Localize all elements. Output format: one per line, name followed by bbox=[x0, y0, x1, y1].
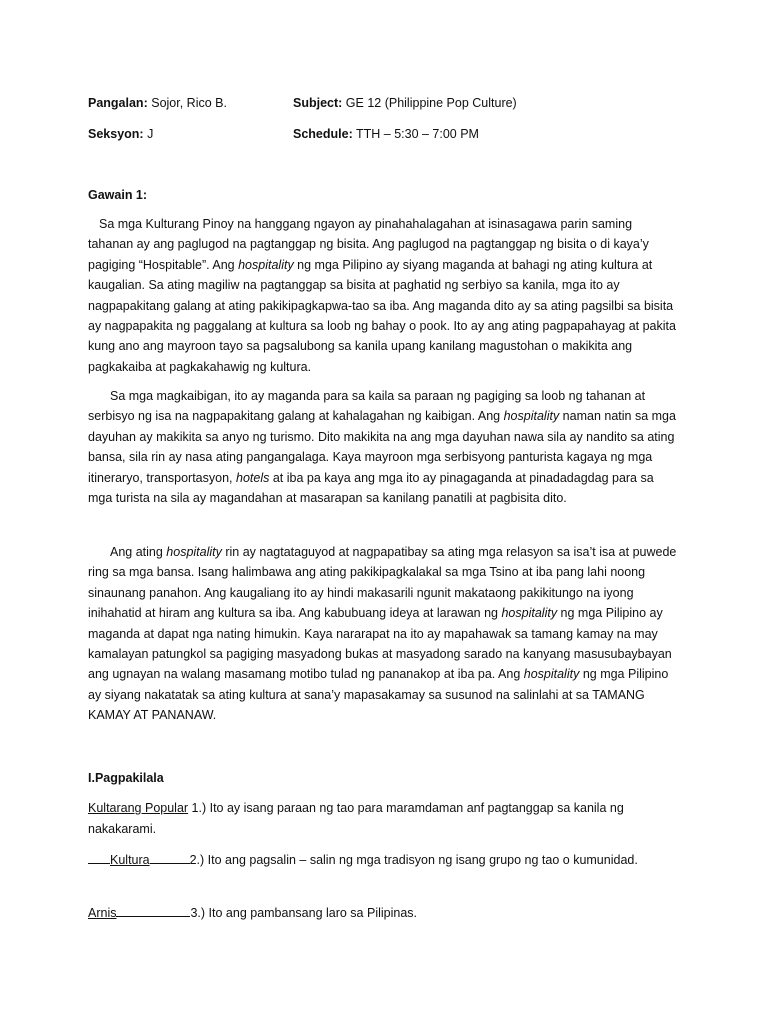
answer-1: Kultarang Popular bbox=[88, 801, 189, 815]
essay-paragraph-2 bbox=[88, 386, 680, 508]
answer-blank-leading bbox=[88, 850, 110, 864]
question-1-text: 1.) Ito ay isang paraan ng tao para maramdaman anf pagtanggap sa kanila ng nakakarami. bbox=[88, 801, 624, 836]
activity-title: Gawain 1: bbox=[88, 188, 148, 202]
section-label: Seksyon: bbox=[88, 127, 144, 141]
answer-blank-trailing bbox=[150, 850, 190, 864]
p2-text-e: at iba pa kaya ang mga ito ay pinagaganda at pinadadagdag para sa mga turista na sila ay magandahan at masarapan sa kanilang panatili at pagbisita dito. bbox=[88, 470, 654, 506]
p2-italic-term: hospitality bbox=[503, 409, 560, 424]
section-field bbox=[88, 126, 153, 142]
answer-blank-trailing bbox=[116, 903, 190, 917]
name-field bbox=[88, 95, 227, 111]
p1-text-c: ng mga Pilipino ay siyang maganda at bahagi ng ating kultura at kaugalian. Sa ating magiliw na pagtanggap sa bisita at paghatid ng serbiyo sa kanila, mga ito ay nagpapakitang galang at ating pakikipagkapwa-tao sa iba. Ang maganda dito ay sa ating pagsilbi sa bisita ay nagpapakita ng paggalang at kultura sa loob ng bahay o pook. Ito ay ang ating pagpapahayag at pakita kung ano ang mayroon tayo sa pagsalubong sa kanila upang kanilang magustohan o makikita ang pagkakaiba at pagkakahawig ng kultura. bbox=[88, 257, 676, 374]
p3-italic-term-1: hospitality bbox=[166, 545, 222, 559]
p3-italic-term-3: hospitality bbox=[523, 667, 580, 682]
p1-italic-term: hospitality bbox=[238, 257, 294, 272]
question-2-text: 2.) Ito ang pagsalin – salin ng mga tradisyon ng isang grupo ng tao o kumunidad. bbox=[189, 853, 638, 867]
schedule-label: Schedule: bbox=[293, 127, 353, 141]
p1-text-a: Sa mga Kulturang Pinoy na hanggang ngayon ay pinahahalagahan at isinasagawa parin saming tahanan ay ang paglugod na pagtanggap ng bisita. Ang paglugod na pagtanggap ng bisita o di kaya’y pagiging “Hospitable”. Ang bbox=[88, 217, 649, 272]
p3-italic-term-2: hospitality bbox=[501, 606, 558, 621]
answer-2: Kultura bbox=[110, 853, 150, 867]
subject-label: Subject: bbox=[293, 96, 343, 110]
question-3-text: 3.) Ito ang pambansang laro sa Pilipinas. bbox=[190, 906, 418, 920]
p2-text-a: Sa mga magkaibigan, ito ay maganda para sa kaila sa paraan ng pagiging sa loob ng tahanan at serbisyo ng isa na nagpapakitang galang at kahalagahan ng kaibigan. Ang bbox=[88, 389, 646, 424]
essay-paragraph-3 bbox=[88, 542, 680, 726]
answer-3: Arnis bbox=[88, 906, 117, 920]
section-title: I.Pagpakilala bbox=[88, 771, 164, 785]
p2-text-c: naman natin sa mga dayuhan ay makikita sa anyo ng turismo. Dito makikita na ang mga dayuhan nawa sila ay nandito sa ating bansa, sila rin ay nasa ating pangangalaga. Kaya mayroon mga serbisyong panturista kagaya ng mga itineraryo, transportasyon, bbox=[88, 409, 676, 485]
question-3 bbox=[88, 903, 678, 924]
subject-value: GE 12 (Philippine Pop Culture) bbox=[345, 96, 517, 110]
p3-text-g: ng mga Pilipino ay siyang nakatatak sa ating kultura at sana’y mapasakamay sa susunod na salinlahi at sa TAMANG KAMAY AT PANANAW. bbox=[88, 667, 669, 723]
subject-field bbox=[293, 95, 517, 111]
essay-paragraph-1 bbox=[88, 214, 680, 377]
p3-text-c: rin ay nagtataguyod at nagpapatibay sa ating mga relasyon sa isa’t isa at puwede ring sa mga bansa. Isang halimbawa ang ating pakikipagkalakal sa mga Tsino at iba pang lahi noong sinaunang panahon. Ang kaugaliang ito ay hindi makasarili ngunit makataong pakikitungo na iyong inihahatid at hiram ang kultura sa iba. Ang kabubuang ideya at larawan ng bbox=[88, 545, 677, 621]
p3-text-a: Ang ating bbox=[110, 545, 167, 559]
question-2 bbox=[88, 850, 678, 871]
p3-text-e: ng mga Pilipino ay maganda at dapat nga nating himukin. Kaya nararapat na ito ay mapahawak sa tamang kamay na may kamalayan patungkol sa pagiging masyadong bukas at masyadong sarado na kanyang masusubaybayan ang ugnayan na walang masamang motibo tulad ng pananakop at iba pa. Ang bbox=[88, 606, 672, 682]
schedule-value: TTH – 5:30 – 7:00 PM bbox=[356, 127, 479, 141]
section-value: J bbox=[147, 127, 154, 141]
question-1 bbox=[88, 798, 678, 839]
schedule-field bbox=[293, 126, 479, 142]
name-value: Sojor, Rico B. bbox=[151, 96, 227, 110]
p2-italic-hotels: hotels bbox=[236, 470, 270, 485]
name-label: Pangalan: bbox=[88, 96, 148, 110]
